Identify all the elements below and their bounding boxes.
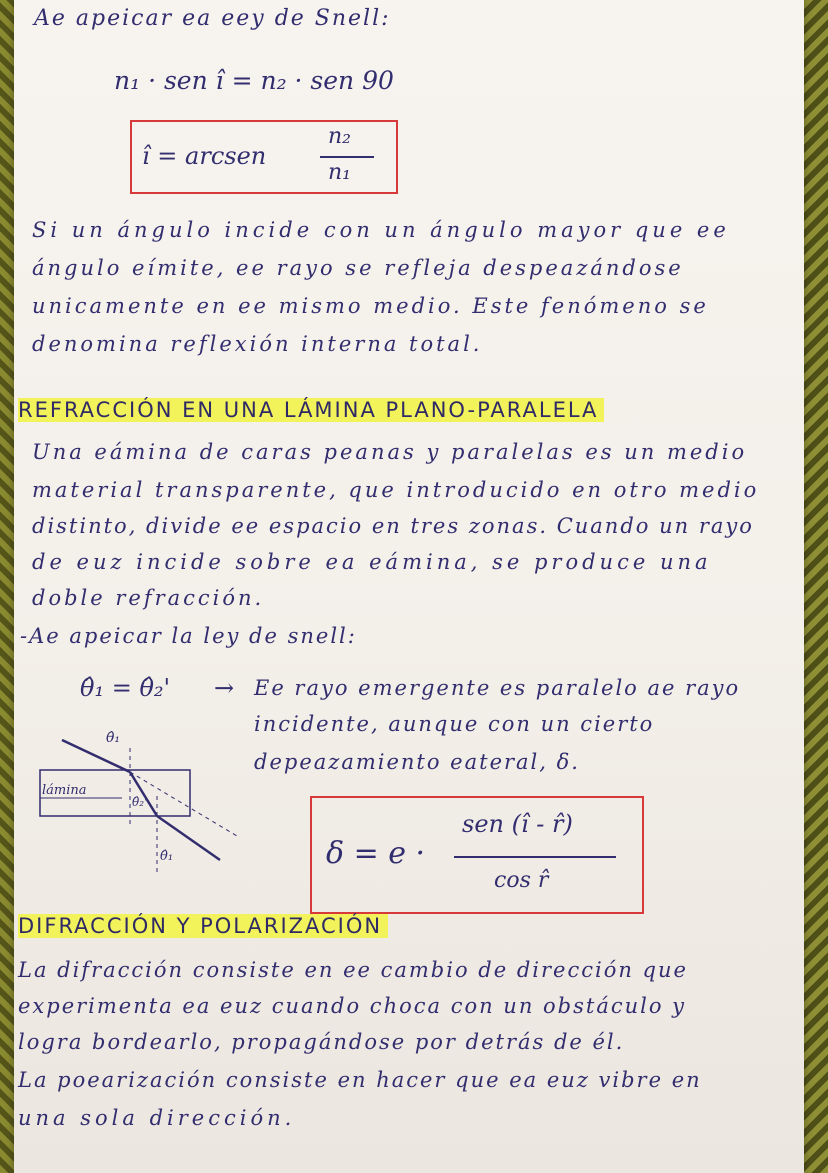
heading-highlight: REFRACCIÓN EN UNA LÁMINA PLANO-PARALELA xyxy=(18,398,604,422)
delta-lhs: δ = e · xyxy=(326,836,426,871)
paragraph-line: logra bordearlo, propagándose por detrás de él. xyxy=(18,1030,625,1054)
angle-label-top: θ̂₁ xyxy=(106,730,121,746)
critical-angle-numerator: n₂ xyxy=(328,124,351,149)
paragraph-line: -Ae apeicar la ley de snell: xyxy=(20,624,357,648)
intro-line: Ae apeicar ea eey de Snell: xyxy=(34,6,391,31)
critical-angle-denominator: n₁ xyxy=(328,160,351,185)
note-line: incidente, aunque con un cierto xyxy=(254,712,655,736)
paragraph-line: Si un ángulo incide con un ángulo mayor que ee xyxy=(32,218,730,242)
delta-formula-box xyxy=(310,796,644,914)
paragraph-line: de euz incide sobre ea eámina, se produce una xyxy=(32,550,712,574)
lamina-label: lámina xyxy=(42,783,87,798)
paragraph-line: ángulo eímite, ee rayo se refleja despeazándose xyxy=(32,256,684,280)
paragraph-line: La poearización consiste en hacer que ea euz vibre en xyxy=(18,1068,702,1092)
heading-highlight: DIFRACCIÓN Y POLARIZACIÓN xyxy=(18,914,388,938)
fabric-background-right xyxy=(804,0,828,1173)
angle-label-bottom: θ̂₁ xyxy=(160,849,174,864)
delta-numerator: sen (î - r̂) xyxy=(462,810,573,838)
arrow-icon: → xyxy=(214,674,235,702)
refracted-ray xyxy=(130,772,157,816)
critical-angle-lhs: î = arcsen xyxy=(142,142,267,170)
section-heading-refraccion xyxy=(18,398,604,422)
paragraph-line: La difracción consiste en ee cambio de dirección que xyxy=(18,958,688,982)
notebook-page xyxy=(14,0,804,1173)
fraction-bar xyxy=(454,856,616,858)
paragraph-line: material transparente, que introducido en otro medio xyxy=(32,478,760,502)
paragraph-line: una sola dirección. xyxy=(18,1106,296,1130)
delta-denominator: cos r̂ xyxy=(494,868,549,893)
paragraph-line: unicamente en ee mismo medio. Este fenómeno se xyxy=(32,294,709,318)
fraction-bar xyxy=(320,156,374,158)
snell-equation: n₁ · sen î = n₂ · sen 90 xyxy=(114,66,394,95)
critical-angle-box xyxy=(130,120,398,194)
paragraph-line: denomina reflexión interna total. xyxy=(32,332,483,356)
paragraph-line: experimenta ea euz cuando choca con un obstáculo y xyxy=(18,994,687,1018)
paragraph-line: doble refracción. xyxy=(32,586,265,610)
paragraph-line: Una eámina de caras peanas y paralelas es un medio xyxy=(32,440,748,464)
note-line: depeazamiento eateral, δ. xyxy=(254,750,580,774)
angle-equation: θ̂₁ = θ̂₂' xyxy=(80,674,171,702)
angle-label-inner: θ̂₂' xyxy=(132,795,148,809)
section-heading-difraccion xyxy=(18,914,388,938)
paragraph-line: distinto, divide ee espacio en tres zonas. Cuando un rayo xyxy=(32,514,754,538)
lamina-diagram xyxy=(32,720,242,880)
note-line: Ee rayo emergente es paralelo ae rayo xyxy=(254,676,741,700)
